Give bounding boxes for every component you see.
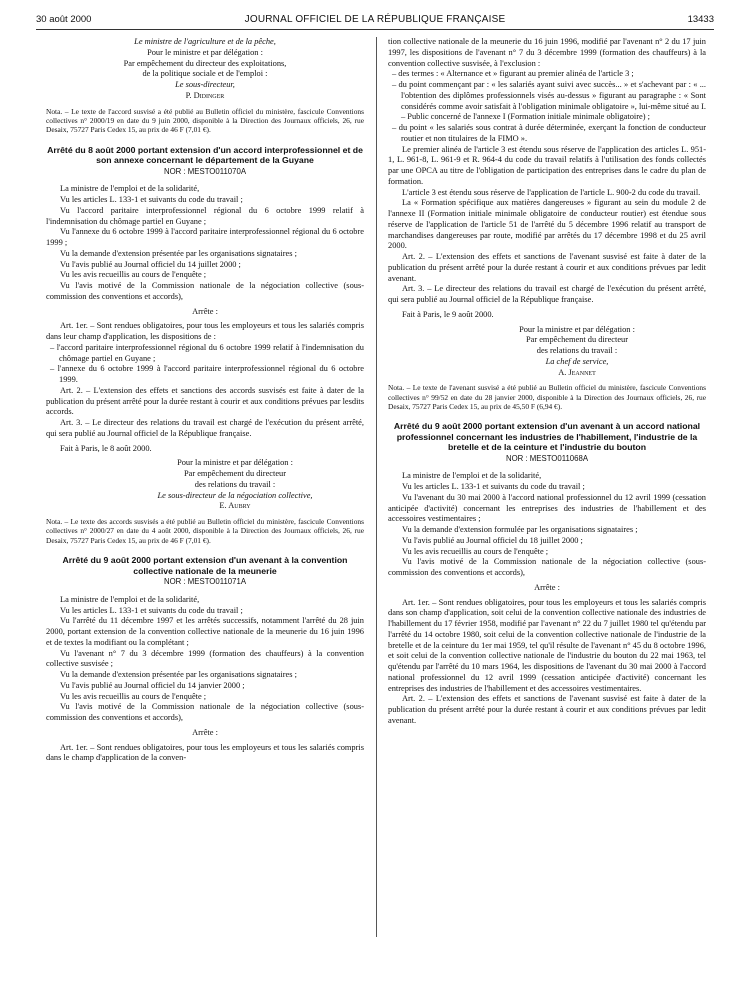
page-header bbox=[36, 14, 714, 28]
signature-line: Par empêchement du directeur des exploitations, bbox=[123, 58, 287, 68]
paragraph: Vu l'avis publié au Journal officiel du 14 janvier 2000 ; bbox=[60, 680, 245, 690]
arrete-label: Arrête : bbox=[534, 582, 560, 592]
paragraph: Vu l'avis motivé de la Commission nationale de la négociation collective (sous-commission des conventions et accords), bbox=[46, 702, 364, 723]
paragraph: Vu l'accord paritaire interprofessionnel régional du 6 octobre 1999 relatif à l'indemnisation du chômage partiel en Guyane ; bbox=[46, 205, 364, 226]
paragraph: Vu les avis recueillis au cours de l'enquête ; bbox=[402, 546, 549, 556]
right-column bbox=[388, 37, 706, 727]
signature-line: des relations du travail : bbox=[194, 479, 276, 489]
paragraph: Vu l'avis motivé de la Commission nationale de la négociation collective (sous-commission des conventions et accords), bbox=[46, 281, 364, 301]
paragraph: Vu l'avis publié au Journal officiel du 14 juillet 2000 ; bbox=[60, 259, 241, 269]
list-item: – du point commençant par : « les salariés ayant suivi avec succès... » et s'achevant par : « ... l'obtention des diplômes professionnels visés au-dessus » figurant au paragraphe : « Sont considérés comme avoir satisfait à l'obligation minimale obligatoire », lui-même situé au I. – Public concerné de l'annexe I (Formation initiale minimale obligatoire) ; bbox=[392, 80, 706, 122]
list-item: – du point « les salariés sous contrat à durée déterminée, exerçant la fonction de conducteur routier et non titulaires de la FIMO ». bbox=[392, 123, 706, 143]
paragraph: Vu l'avis publié au Journal officiel du 18 juillet 2000 ; bbox=[402, 535, 583, 545]
decree-heading: Arrêté du 9 août 2000 portant extension d'un avenant à la convention collective nationale de la meunerie bbox=[62, 555, 348, 576]
nor-reference: NOR : MESTO011068A bbox=[505, 453, 589, 463]
paragraph: La ministre de l'emploi et de la solidarité, bbox=[402, 471, 542, 481]
header-rule bbox=[36, 29, 714, 30]
paragraph: La ministre de l'emploi et de la solidarité, bbox=[60, 184, 200, 194]
paragraph: Vu les articles L. 133-1 et suivants du code du travail ; bbox=[60, 605, 243, 615]
signature-line: La chef de service, bbox=[545, 356, 609, 366]
paragraph: Vu l'avenant n° 7 du 3 décembre 1999 (formation des chauffeurs) à la convention collective susvisée ; bbox=[46, 648, 364, 669]
paragraph: Vu les articles L. 133-1 et suivants du code du travail ; bbox=[402, 482, 585, 492]
header-journal-title: JOURNAL OFFICIEL DE LA RÉPUBLIQUE FRANÇAISE bbox=[244, 14, 506, 25]
signature-line: des relations du travail : bbox=[536, 346, 618, 355]
paragraph: Le premier alinéa de l'article 3 est étendu sous réserve de l'application des articles L. 951-1, L. 961-8, L. 961-9 et R. 964-4 du code du travail relatifs à l'utilisation des fonds collectés par une OPCA au titre de l'obligation de participation des entreprises dans le cadre du plan de formation. bbox=[388, 144, 706, 186]
signature-name: A. Jeannet bbox=[558, 367, 596, 377]
header-date: 30 août 2000 bbox=[36, 14, 92, 25]
paragraph: Vu l'avis motivé de la Commission nationale de la négociation collective (sous-commission des conventions et accords), bbox=[388, 557, 706, 578]
paragraph: Vu la demande d'extension présentée par les organisations signataires ; bbox=[60, 248, 297, 258]
signature-line: Pour le ministre et par délégation : bbox=[147, 47, 263, 57]
article-paragraph: Art. 1er. – Sont rendues obligatoires, pour tous les employeurs et tous les salariés compris dans leur champ d'application, les dispositions de : bbox=[46, 321, 364, 342]
paragraph: La ministre de l'emploi et de la solidarité, bbox=[60, 594, 200, 604]
place-date: Fait à Paris, le 9 août 2000. bbox=[402, 309, 494, 319]
arrete-label: Arrête : bbox=[192, 306, 218, 316]
paragraph: L'article 3 est étendu sous réserve de l'application de l'article L. 900-2 du code du travail. bbox=[402, 187, 701, 197]
signature-block bbox=[46, 458, 364, 512]
list-item: – l'accord paritaire interprofessionnel régional du 6 octobre 1999 relatif à l'indemnisation du chômage partiel en Guyane ; bbox=[50, 342, 364, 363]
article-paragraph: Art. 2. – L'extension des effets et sanctions des accords susvisés est faite à dater de la publication du présent arrêté pour la durée restant à courir et aux conditions prévues par lesdits accords. bbox=[46, 385, 364, 417]
header-page-number: 13433 bbox=[687, 14, 714, 25]
signature-line: Le ministre de l'agriculture et de la pêche, bbox=[134, 37, 276, 46]
place-date: Fait à Paris, le 8 août 2000. bbox=[60, 443, 152, 453]
signature-block bbox=[388, 325, 706, 379]
decree-heading: Arrêté du 8 août 2000 portant extension d'un accord interprofessionnel et de son annexe concernant le département de la Guyane bbox=[47, 144, 363, 166]
article-paragraph: Art. 1er. – Sont rendues obligatoires, pour tous les employeurs et tous les salariés compris dans son champ d'application, soit celui de la convention collective nationale des industries de l'habillement du 17 février 1958, modifié par l'avenant n° 22 du 7 juillet 1980 tel qu'étendu par l'arrêté du 14 octobre 1980, soit celui de la convention collective nationale de l'industrie de la bretelle et de la ceinture du 1er mai 1959, tel qu'il résulte de l'avenant n° 45 du 8 octobre 1996, et soit celui de la convention collective nationale de l'industrie du bouton du 22 mai 1963, tel qu'étendu par l'arrêté du 10 mars 1964, les dispositions de l'avenant du 30 mai 2000 à l'accord national professionnel du 12 avril 1999 (cessation anticipée d'activité) concernant les entreprises des industries de l'habillement et des accessoires vestimentaires. bbox=[388, 597, 706, 693]
paragraph: Vu l'annexe du 6 octobre 1999 à l'accord paritaire interprofessionnel régional du 6 octobre 1999 ; bbox=[46, 227, 364, 248]
signature-line: Pour la ministre et par délégation : bbox=[519, 324, 635, 334]
nor-reference: NOR : MESTO011071A bbox=[163, 577, 247, 587]
nota-note: Nota. – Le texte de l'avenant susvisé a été publié au Bulletin officiel du ministère, fascicule Conventions collectives n° 99/52 en date du 28 janvier 2000, disponible à la Direction des Journaux officiels, 26, rue Desaix, 75727 Paris Cedex 15, au prix de 45,50 F (6,94 €). bbox=[388, 383, 706, 412]
list-item: – l'annexe du 6 octobre 1999 à l'accord paritaire interprofessionnel régional du 6 octobre 1999. bbox=[50, 364, 364, 385]
paragraph: Vu les avis recueillis au cours de l'enquête ; bbox=[60, 691, 207, 701]
list-item: – des termes : « Alternance et » figurant au premier alinéa de l'article 3 ; bbox=[392, 69, 634, 79]
left-column bbox=[46, 37, 364, 764]
signature-name: P. Didinger bbox=[185, 90, 225, 100]
article-paragraph: Art. 1er. – Sont rendues obligatoires, pour tous les employeurs et tous les salariés compris dans le champ d'application de la conven- bbox=[46, 742, 364, 763]
signature-line: de la politique sociale et de l'emploi : bbox=[142, 69, 268, 79]
paragraph: tion collective nationale de la meunerie du 16 juin 1996, modifié par l'avenant n° 2 du 17 juin 1997, les dispositions de l'avenant n° 7 du 3 décembre 1999 (formation des chauffeurs) à la convention collective susvisée, à l'exclusion : bbox=[388, 37, 706, 68]
article-paragraph: Art. 3. – Le directeur des relations du travail est chargé de l'exécution du présent arrêté, qui sera publié au Journal officiel de la République française. bbox=[46, 418, 364, 438]
nor-reference: NOR : MESTO011070A bbox=[163, 166, 247, 176]
paragraph: Vu l'avenant du 30 mai 2000 à l'accord national professionnel du 12 avril 1999 (cessation anticipée d'activité) concernant les entreprises des industries de l'habillement et des accessoires vestimentaires ; bbox=[388, 492, 706, 524]
arrete-label: Arrête : bbox=[192, 727, 218, 737]
signature-line: Par empêchement du directeur bbox=[183, 469, 287, 479]
paragraph: Vu la demande d'extension présentée par les organisations signataires ; bbox=[60, 670, 297, 680]
signature-line: Pour la ministre et par délégation : bbox=[177, 458, 293, 468]
column-separator bbox=[376, 37, 377, 937]
signature-line: Le sous-directeur de la négociation collective, bbox=[157, 490, 313, 500]
nota-note: Nota. – Le texte de l'accord susvisé a été publié au Bulletin officiel du ministère, fascicule Conventions collectives n° 2000/19 en date du 9 juin 2000, disponible à la Direction des Journaux officiels, 26, rue Desaix, 75727 Paris Cedex 15, au prix de 46 F (7,01 €). bbox=[46, 106, 364, 135]
article-paragraph: Art. 2. – L'extension des effets et sanctions de l'avenant susvisé est faite à dater de la publication du présent arrêté pour la durée restant à courir et aux conditions prévues par ledit avenant. bbox=[388, 252, 706, 283]
paragraph: Vu les articles L. 133-1 et suivants du code du travail ; bbox=[60, 195, 243, 205]
article-paragraph: Art. 2. – L'extension des effets et sanctions de l'avenant susvisé est faite à dater de la publication du présent arrêté pour la durée restant à courir et aux conditions prévues par ledit avenant. bbox=[388, 694, 706, 725]
paragraph: Vu les avis recueillis au cours de l'enquête ; bbox=[60, 270, 207, 280]
paragraph: Vu la demande d'extension formulée par les organisations signataires ; bbox=[402, 525, 638, 535]
signature-line: Par empêchement du directeur bbox=[525, 335, 629, 345]
decree-heading: Arrêté du 9 août 2000 portant extension d'un avenant à un accord national professionnel concernant les industries de l'habillement, l'industrie de la bretelle et de la ceinture et l'industrie du bouton bbox=[393, 421, 701, 453]
article-paragraph: Art. 3. – Le directeur des relations du travail est chargé de l'exécution du présent arrêté, qui sera publié au Journal officiel de la République française. bbox=[388, 284, 706, 304]
signature-line: Le sous-directeur, bbox=[175, 80, 235, 89]
signature-name: E. Aubry bbox=[219, 501, 251, 511]
nota-note: Nota. – Le texte des accords susvisés a été publié au Bulletin officiel du ministère, fascicule Conventions collectives n° 2000/27 en date du 4 août 2000, disponible à la Direction des Journaux officiels, 26, rue Desaix, 75727 Paris Cedex 15, au prix de 46 F (7,01 €). bbox=[46, 517, 364, 545]
paragraph: La « Formation spécifique aux matières dangereuses » figurant au sein du module 2 de l'annexe II (Formation initiale minimale obligatoire de conducteur routier) est étendue sous réserve de l'application de l'article 51 de l'arrêté du 5 décembre 1996 relatif au transport de marchandises dangereuses par route, modifié par arrêtés du 17 décembre 1998 et du 25 avril 2000. bbox=[388, 198, 706, 251]
paragraph: Vu l'arrêté du 11 décembre 1997 et les arrêtés successifs, notamment l'arrêté du 28 juin 2000, portant extension de la convention collective nationale de la meunerie du 16 juin 1996 et de textes la modifiant ou la complétant ; bbox=[46, 616, 364, 647]
